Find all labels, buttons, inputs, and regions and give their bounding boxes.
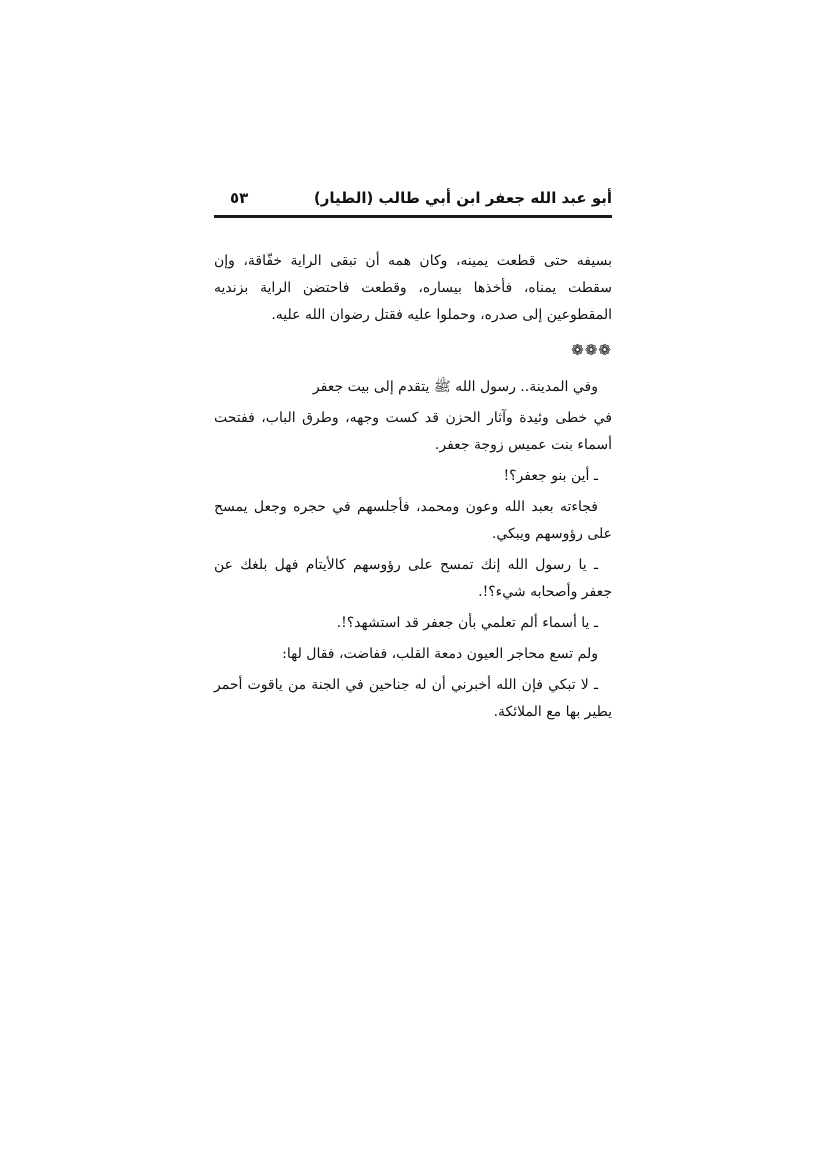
paragraph-1: بسيفه حتى قطعت يمينه، وكان همه أن تبقى الراية خفّاقة، وإن سقطت يمناه، فأخذها بيساره، وقطعت فاحتضن الراية بزنديه المقطوعين إلى صدره، وحملوا عليه فقتل رضوان الله عليه.: [214, 253, 612, 323]
dialogue-line-4: ـ لا تبكي فإن الله أخبرني أن له جناحين في الجنة من ياقوت أحمر يطير بها مع الملائكة.: [214, 677, 612, 720]
page-header: [214, 185, 612, 215]
paragraph-2: وفي المدينة.. رسول الله ﷺ يتقدم إلى بيت جعفر: [312, 379, 598, 395]
paragraph-5: ولم تسع محاجر العيون دمعة القلب، ففاضت، فقال لها:: [282, 646, 598, 662]
header-rule: [214, 215, 612, 218]
dialogue-line-3: ـ يا أسماء ألم تعلمي بأن جعفر قد استشهد؟!.: [336, 615, 598, 631]
book-page: [214, 185, 612, 730]
dialogue-line-2: ـ يا رسول الله إنك تمسح على رؤوسهم كالأيتام فهل بلغك عن جعفر وأصحابه شيء؟!.: [214, 557, 612, 600]
section-ornament: ❁❁❁: [571, 341, 612, 359]
page-body: [214, 248, 612, 726]
paragraph-3: في خطى وئيدة وآثار الحزن قد كست وجهه، وطرق الباب، ففتحت أسماء بنت عميس زوجة جعفر.: [214, 410, 612, 453]
paragraph-4: فجاءته بعبد الله وعون ومحمد، فأجلسهم في حجره وجعل يمسح على رؤوسهم ويبكي.: [214, 499, 612, 542]
running-title: أبو عبد الله جعفر ابن أبي طالب (الطيار): [313, 189, 612, 207]
dialogue-line-1: ـ أين بنو جعفر؟!: [503, 468, 598, 484]
page-number: ٥٣: [230, 189, 249, 207]
